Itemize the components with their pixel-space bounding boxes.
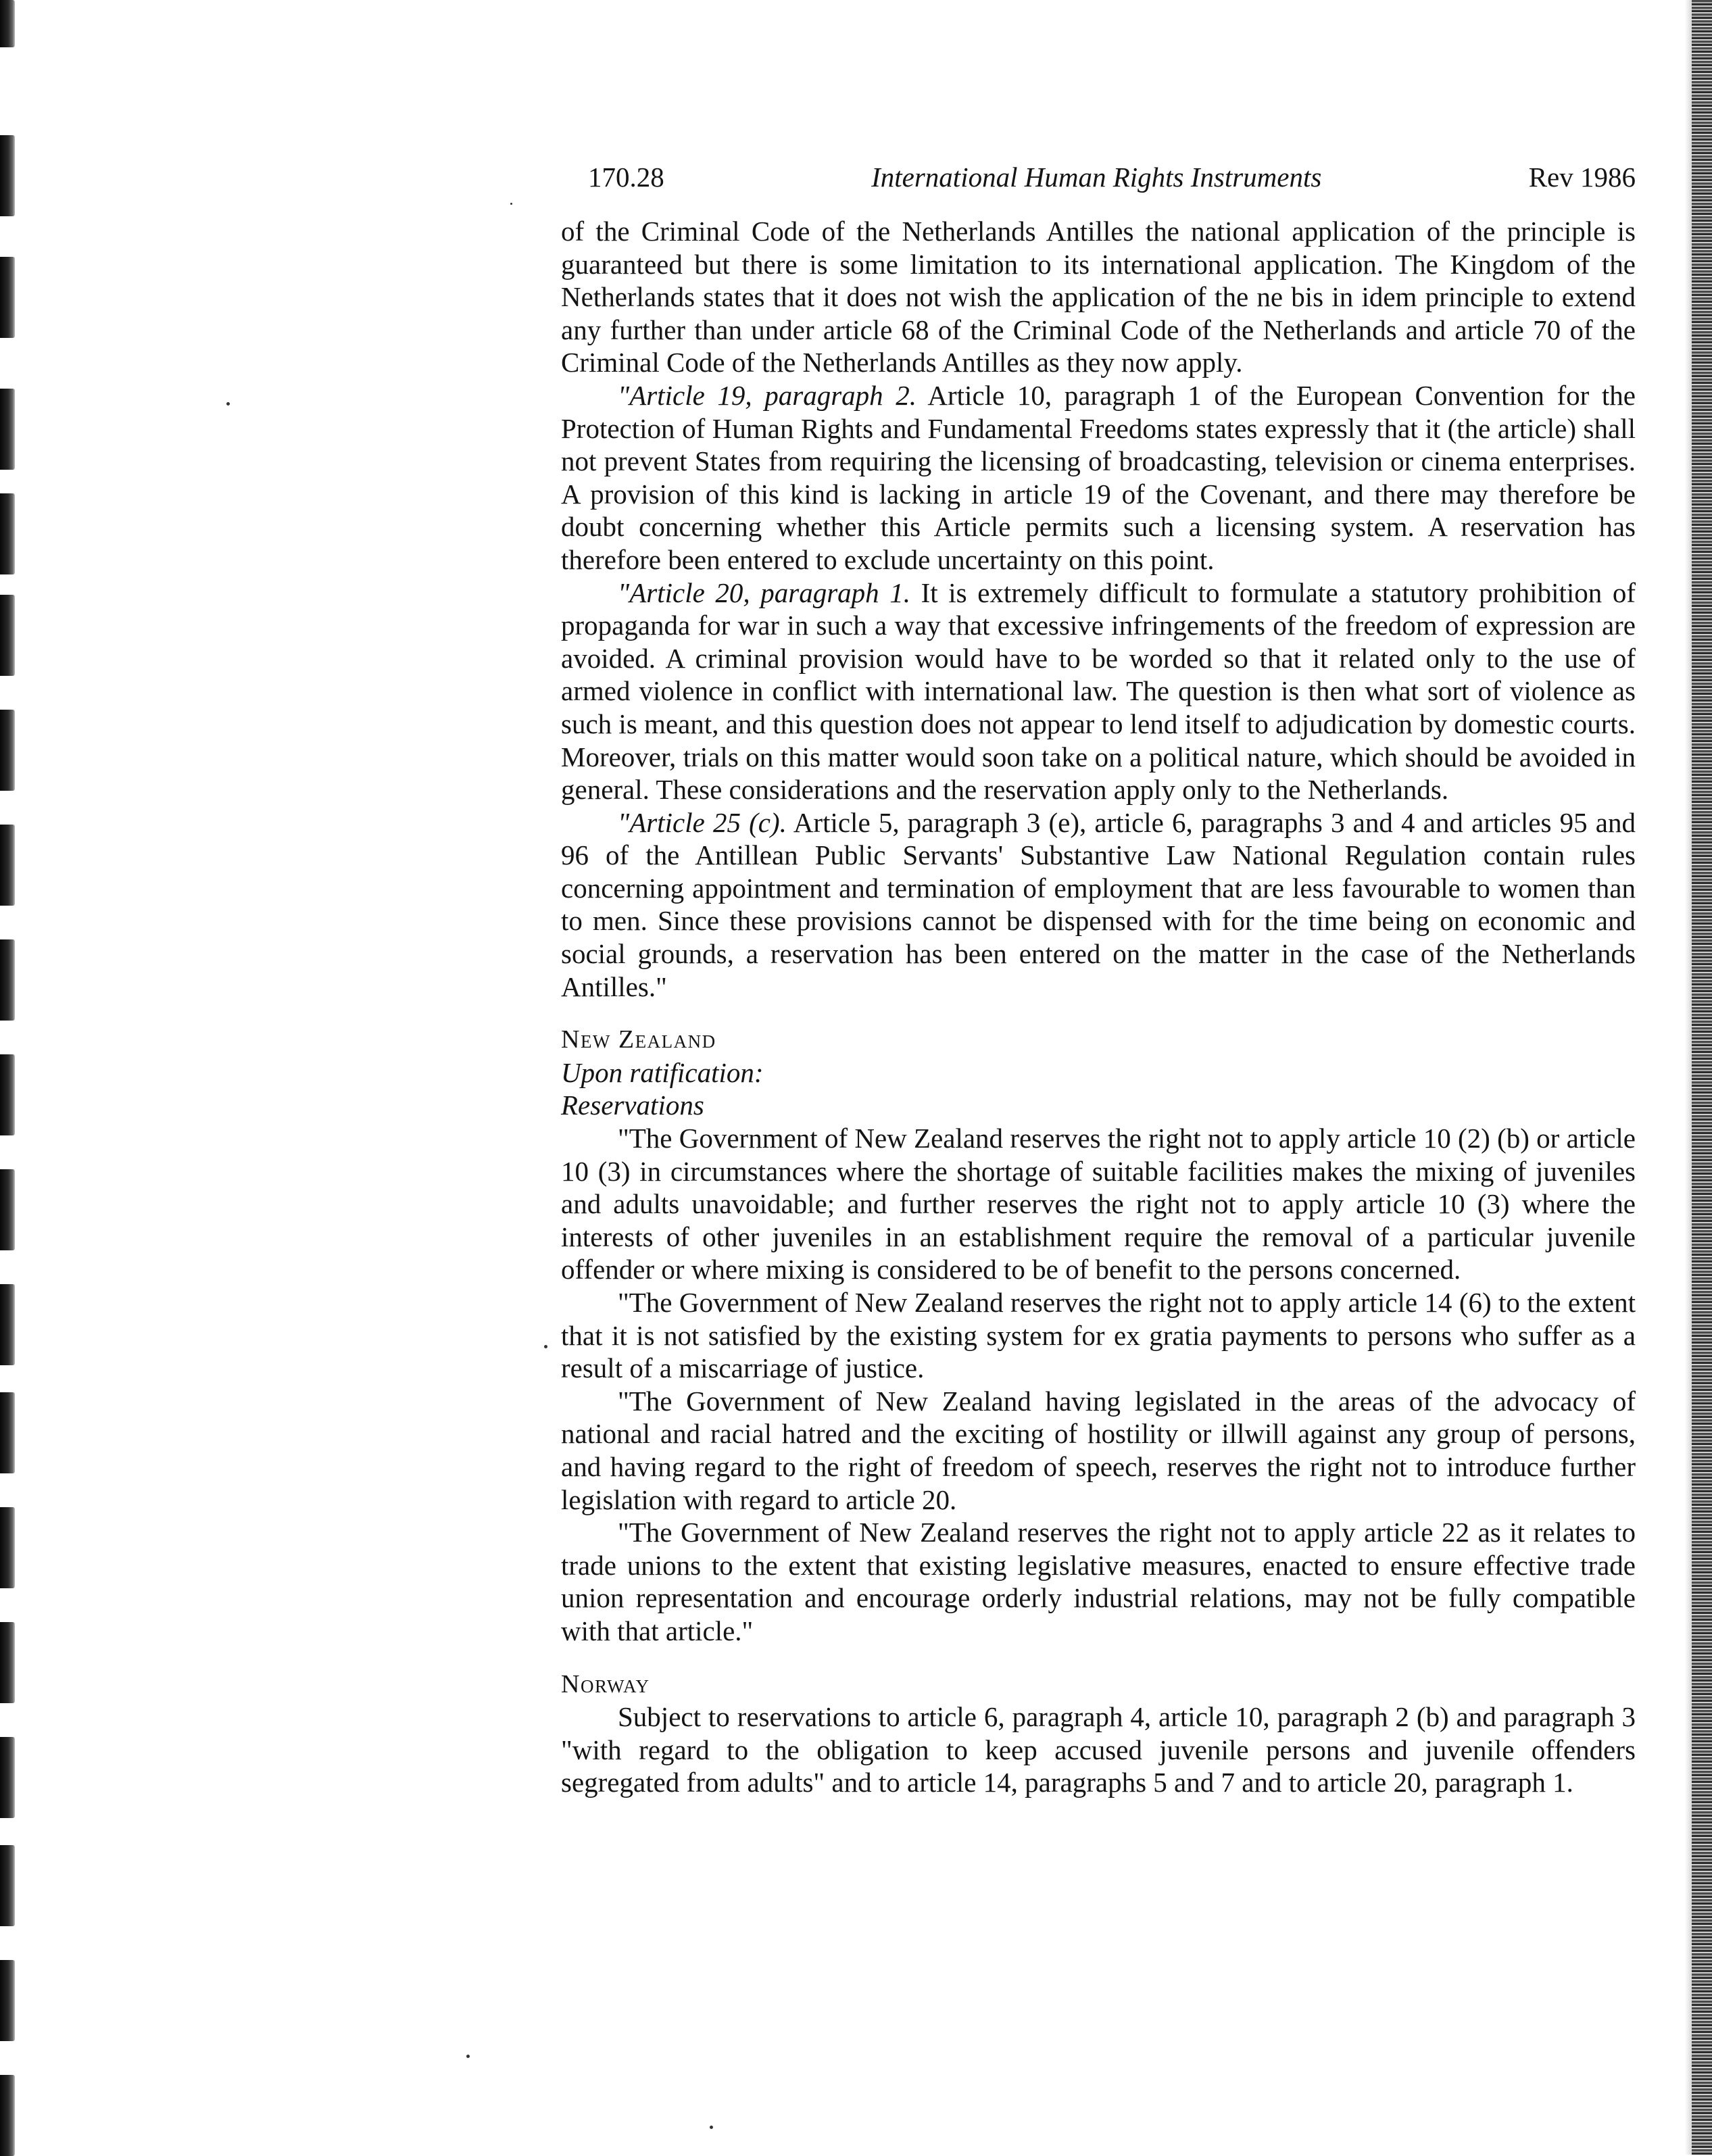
binder-hole bbox=[0, 595, 15, 676]
binder-holes bbox=[0, 0, 20, 2155]
scan-edge bbox=[1692, 0, 1712, 2155]
binder-hole bbox=[0, 2075, 15, 2156]
binder-hole bbox=[0, 1622, 15, 1703]
binder-hole bbox=[0, 135, 15, 216]
scan-edge-shadow bbox=[1685, 0, 1692, 2155]
paragraph-text: Article 5, paragraph 3 (e), article 6, paragraphs 3 and 4 and articles 95 and 96 of the Antillean Public Servants' Substantive Law National Regulation contain rules concerning appointment and termination of employment that are less favourable to women than to men. Since these provisions cannot be dispensed with for the time being on economic and social grounds, a reservation has been entered on the matter in the case of the Netherlands Antilles." bbox=[561, 806, 1636, 1002]
paragraph-article-20 bbox=[561, 577, 1636, 806]
binder-hole bbox=[0, 939, 15, 1021]
binder-hole bbox=[0, 1392, 15, 1473]
revision-label: Rev 1986 bbox=[1528, 162, 1636, 193]
binder-hole bbox=[0, 1960, 15, 2041]
paragraph-nz-reservation-3: "The Government of New Zealand having legislated in the areas of the advocacy of national and racial hatred and the exciting of hostility or illwill against any group of persons, and having regard to the right of freedom of speech, reserves the right not to introduce further legislation with regard to article 20. bbox=[561, 1385, 1636, 1515]
paragraph-nz-reservation-4: "The Government of New Zealand reserves the right not to apply article 22 as it relates to trade unions to the extent that existing legislative measures, enacted to ensure effective trade union representation and encourage orderly industrial relations, may not be fully compatible with that article." bbox=[561, 1517, 1636, 1646]
paragraph-norway: Subject to reservations to article 6, paragraph 4, article 10, paragraph 2 (b) and paragraph 3 "with regard to the obligation to keep accused juvenile persons and juvenile offenders segregated from adults" and to article 14, paragraphs 5 and 7 and to article 20, paragraph 1. bbox=[561, 1701, 1636, 1798]
binder-hole bbox=[0, 0, 15, 47]
paragraph-nz-reservation-2: "The Government of New Zealand reserves the right not to apply article 14 (6) to the extent that it is not satisfied by the existing system for ex gratia payments to persons who suffer as a result of a miscarriage of justice. bbox=[561, 1287, 1636, 1384]
paragraph-text: It is extremely difficult to formulate a statutory prohibition of propaganda for war in such a way that excessive infringements of the freedom of expression are avoided. A criminal provision would have to be worded so that it related only to the use of armed violence in conflict with international law. The question is then what sort of violence as such is meant, and this question does not appear to lend itself to adjudication by domestic courts. Moreover, trials on this matter would soon take on a political nature, which should be avoided in general. These considerations and the reservation apply only to the Netherlands. bbox=[561, 577, 1636, 806]
subheading-reservations: Reservations bbox=[561, 1089, 704, 1121]
binder-hole bbox=[0, 1284, 15, 1365]
scan-speck bbox=[544, 1345, 547, 1348]
binder-hole bbox=[0, 389, 15, 470]
running-title: International Human Rights Instruments bbox=[871, 162, 1322, 193]
binder-hole bbox=[0, 710, 15, 791]
binder-hole bbox=[0, 257, 15, 338]
binder-hole bbox=[0, 825, 15, 906]
scan-speck bbox=[466, 2055, 470, 2058]
binder-hole bbox=[0, 1054, 15, 1135]
binder-hole bbox=[0, 493, 15, 574]
section-heading-norway: Norway bbox=[561, 1669, 650, 1698]
scan-speck bbox=[510, 203, 512, 205]
scan-speck bbox=[710, 2126, 713, 2129]
binder-hole bbox=[0, 1845, 15, 1926]
article-reference: "Article 20, paragraph 1. bbox=[618, 577, 911, 608]
article-reference: "Article 19, paragraph 2. bbox=[618, 379, 917, 411]
paragraph-article-19 bbox=[561, 379, 1636, 577]
paragraph-article-25 bbox=[561, 806, 1636, 1004]
binder-hole bbox=[0, 1507, 15, 1588]
scan-speck bbox=[226, 402, 230, 406]
article-reference: "Article 25 (c). bbox=[618, 806, 787, 838]
page-header bbox=[561, 161, 1636, 201]
binder-hole bbox=[0, 1169, 15, 1250]
binder-hole bbox=[0, 1737, 15, 1818]
document-page bbox=[561, 161, 1636, 1799]
paragraph-nz-reservation-1: "The Government of New Zealand reserves the right not to apply article 10 (2) (b) or article 10 (3) in circumstances where the shortage of suitable facilities makes the mixing of juveniles and adults unavoidable; and further reserves the right not to apply article 10 (3) where the interests of other juveniles in an establishment require the removal of a particular juvenile offender or where mixing is considered to be of benefit to the persons concerned. bbox=[561, 1123, 1636, 1285]
paragraph-continuation: of the Criminal Code of the Netherlands Antilles the national application of the principle is guaranteed but there is some limitation to its international application. The Kingdom of the Netherlands states that it does not wish the application of the ne bis in idem principle to extend any further than under article 68 of the Criminal Code of the Netherlands and article 70 of the Criminal Code of the Netherlands Antilles as they now apply. bbox=[561, 216, 1636, 378]
paragraph-text: Article 10, paragraph 1 of the European Convention for the Protection of Human Rights and Fundamental Freedoms states expressly that it (the article) shall not prevent States from requiring the licensing of broadcasting, television or cinema enterprises. A provision of this kind is lacking in article 19 of the Covenant, and there may therefore be doubt concerning whether this Article permits such a licensing system. A reservation has therefore been entered to exclude uncertainty on this point. bbox=[561, 379, 1636, 575]
section-heading-new-zealand: New Zealand bbox=[561, 1025, 716, 1054]
subheading-upon-ratification: Upon ratification: bbox=[561, 1056, 764, 1088]
page-number: 170.28 bbox=[588, 162, 664, 193]
